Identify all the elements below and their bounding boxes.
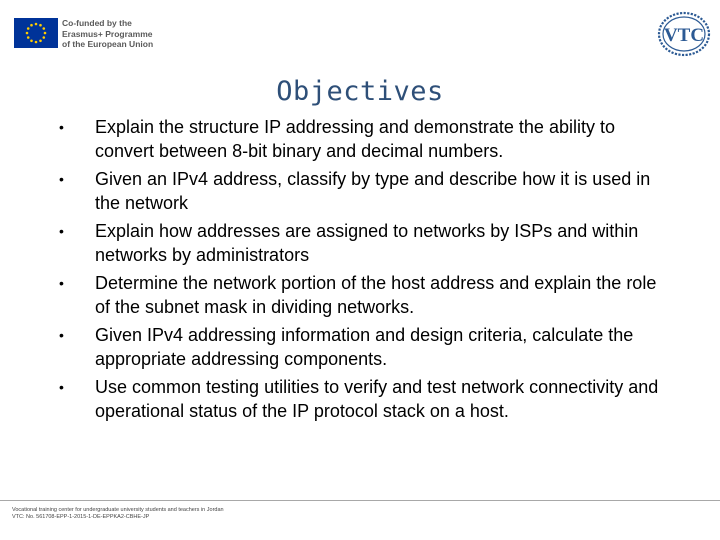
eu-star-icon [26, 32, 29, 35]
bullet-icon: • [59, 223, 64, 239]
eu-star-icon [27, 27, 30, 30]
eu-star-icon [42, 27, 45, 30]
list-item-text: Given IPv4 addressing information and design criteria, calculate the appropriate addressing components. [95, 325, 634, 369]
list-item [0, 167, 665, 215]
eu-star-icon [44, 32, 47, 35]
bullet-icon: • [59, 171, 64, 187]
list-item [0, 219, 665, 267]
list-item-text: Explain how addresses are assigned to networks by ISPs and within networks by administrators [95, 221, 639, 265]
list-item [0, 375, 665, 423]
bullet-icon: • [59, 379, 64, 395]
objectives-list [0, 115, 720, 427]
bullet-icon: • [59, 327, 64, 343]
list-item [0, 323, 665, 371]
list-item-text: Explain the structure IP addressing and demonstrate the ability to convert between 8-bit binary and decimal numbers. [95, 117, 615, 161]
eu-star-icon [35, 23, 38, 26]
eu-star-icon [42, 36, 45, 39]
eu-flag-icon [14, 18, 58, 48]
footer-text [12, 507, 224, 521]
vtc-logo-text: VTC [663, 25, 705, 46]
bullet-icon: • [59, 119, 64, 135]
eu-star-icon [39, 39, 42, 42]
page-title: Objectives [276, 76, 444, 107]
footer-divider [0, 500, 720, 501]
eu-funding-text [62, 18, 153, 50]
eu-funding-line-3: of the European Union [62, 39, 154, 49]
eu-star-icon [30, 39, 33, 42]
eu-star-icon [35, 41, 38, 44]
eu-star-icon [39, 24, 42, 27]
list-item [0, 271, 665, 319]
footer-line-2: VTC: No. 561708-EPP-1-2015-1-DE-EPPKA2-CBHE-JP [12, 514, 150, 520]
eu-funding-line-1: Co-funded by the [62, 18, 132, 28]
eu-star-icon [27, 36, 30, 39]
vtc-logo-icon [656, 10, 712, 58]
list-item [0, 115, 665, 163]
bullet-icon: • [59, 275, 64, 291]
list-item-text: Use common testing utilities to verify and test network connectivity and operational status of the IP protocol stack on a host. [95, 377, 659, 421]
eu-star-icon [30, 24, 33, 27]
eu-funding-line-2: Erasmus+ Programme [62, 28, 153, 39]
footer-line-1: Vocational training center for undergraduate university students and teachers in Jordan [12, 507, 224, 513]
list-item-text: Determine the network portion of the host address and explain the role of the subnet mask in dividing networks. [95, 273, 657, 317]
list-item-text: Given an IPv4 address, classify by type and describe how it is used in the network [95, 169, 651, 213]
